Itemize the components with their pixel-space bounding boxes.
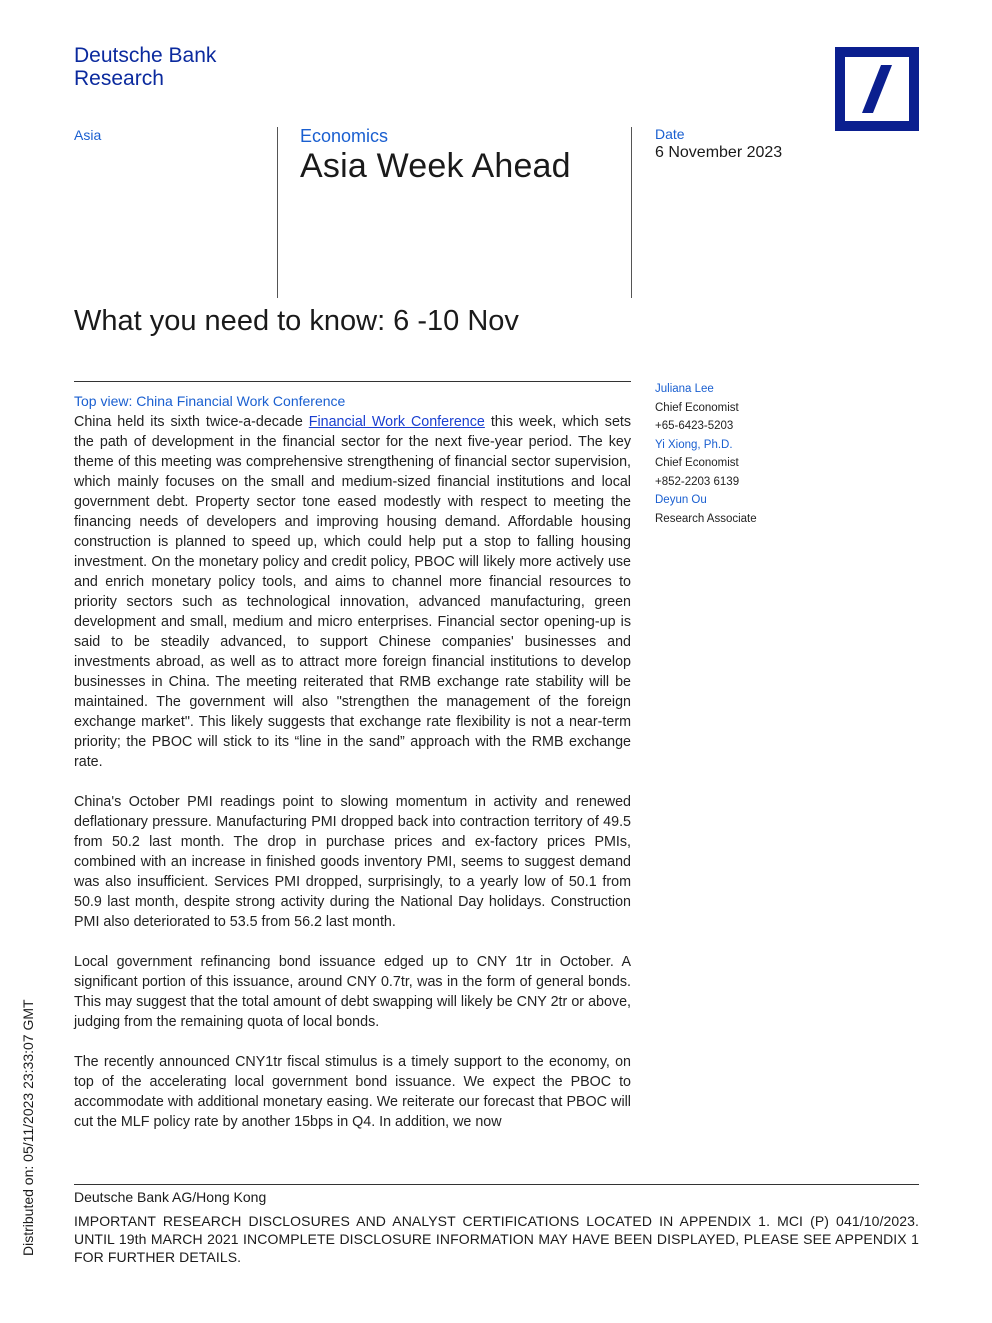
brand-name: Deutsche Bank <box>74 44 217 67</box>
date-value: 6 November 2023 <box>655 144 783 161</box>
author-list <box>655 380 757 528</box>
deutsche-bank-logo-icon <box>835 47 919 131</box>
column-divider <box>631 127 632 298</box>
paragraph-text: this week, which sets the path of development in the financial sector for the next five-year period. The key theme of this meeting was comprehensive strengthening of financial sector supervision, which mainly focuses on the small and medium-sized financial institutions and local government debt. Property sector tone eased modestly with respect to meeting the financing needs of developers and improving housing demand. Affordable housing construction is planned to speed up, which could help put a stop to falling housing investment. On the monetary policy and credit policy, PBOC will likely more actively use and enrich monetary policy tools, and aims to channel more financial resources to priority sectors such as technological innovation, advanced manufacturing, green development and small, medium and micro enterprises. Financial sector opening-up is said to be steadily advanced, to support Chinese companies' businesses and investments abroad, as well as to attract more foreign financial institutions to develop businesses in China. The meeting reiterated that RMB exchange rate stability will be maintained. The government will also "strengthen the management of the foreign exchange market". This likely suggests that exchange rate flexibility is not a near-term priority; the PBOC will stick to its “line in the sand” approach with the RMB exchange rate. <box>74 414 632 770</box>
document-title: Asia Week Ahead <box>300 147 571 185</box>
author-title: Chief Economist <box>655 401 739 414</box>
author-name: Juliana Lee <box>655 383 714 395</box>
body-paragraph <box>74 412 631 772</box>
column-divider <box>277 127 278 298</box>
footer-entity: Deutsche Bank AG/Hong Kong <box>74 1189 267 1205</box>
author-name: Deyun Ou <box>655 494 707 506</box>
brand-subtitle: Research <box>74 67 164 90</box>
section-heading: Top view: China Financial Work Conference <box>74 393 346 409</box>
body-paragraph: The recently announced CNY1tr fiscal stimulus is a timely support to the economy, on top of the accelerating local government bond issuance. We expect the PBOC to accommodate with additional monetary easing. We reiterate our forecast that PBOC will cut the MLF policy rate by another 15bps in Q4. In addition, we now <box>74 1054 631 1130</box>
author-title: Chief Economist <box>655 457 739 469</box>
region-label: Asia <box>74 127 102 143</box>
section-label: Economics <box>300 126 389 146</box>
financial-work-conference-link[interactable]: Financial Work Conference <box>308 414 485 430</box>
date-label: Date <box>655 126 685 142</box>
distribution-stamp: Distributed on: 05/11/2023 23:33:07 GMT <box>20 999 36 1256</box>
body-paragraph: China's October PMI readings point to slowing momentum in activity and renewed deflationary pressure. Manufacturing PMI dropped back into contraction territory of 49.5 from 50.2 last month. The drop in purchase prices and ex-factory prices PMIs, combined with an increase in finished goods inventory PMI, seems to suggest demand was also insufficient. Services PMI dropped, surprisingly, to a yearly low of 50.1 from 50.9 last month, despite strong activity during the National Day holidays. Construction PMI also deteriorated to 53.5 from 56.2 last month. <box>74 794 631 930</box>
footer-rule <box>74 1184 919 1185</box>
author-phone: +65-6423-5203 <box>655 420 734 432</box>
author-name: Yi Xiong, Ph.D. <box>655 438 733 451</box>
page-headline: What you need to know: 6 -10 Nov <box>74 305 519 337</box>
footer-disclosure: IMPORTANT RESEARCH DISCLOSURES AND ANALYST CERTIFICATIONS LOCATED IN APPENDIX 1. MCI (P) 041/10/2023. UNTIL 19th MARCH 2021 INCOMPLETE DISCLOSURE INFORMATION MAY HAVE BEEN DISPLAYED, PLEASE SEE APPENDIX 1 FOR FURTHER DETAILS. <box>74 1213 919 1265</box>
author-title: Research Associate <box>655 512 757 525</box>
brand-wordmark <box>74 44 216 90</box>
body-paragraph: Local government refinancing bond issuance edged up to CNY 1tr in October. A significant portion of this issuance, around CNY 0.7tr, was in the form of general bonds. This may suggest that the total amount of debt swapping will likely be CNY 2tr or above, judging from the remaining quota of local bonds. <box>74 954 631 1030</box>
section-rule <box>74 381 631 382</box>
paragraph-text: China held its sixth twice-a-decade <box>74 414 309 430</box>
author-phone: +852-2203 6139 <box>655 475 740 488</box>
